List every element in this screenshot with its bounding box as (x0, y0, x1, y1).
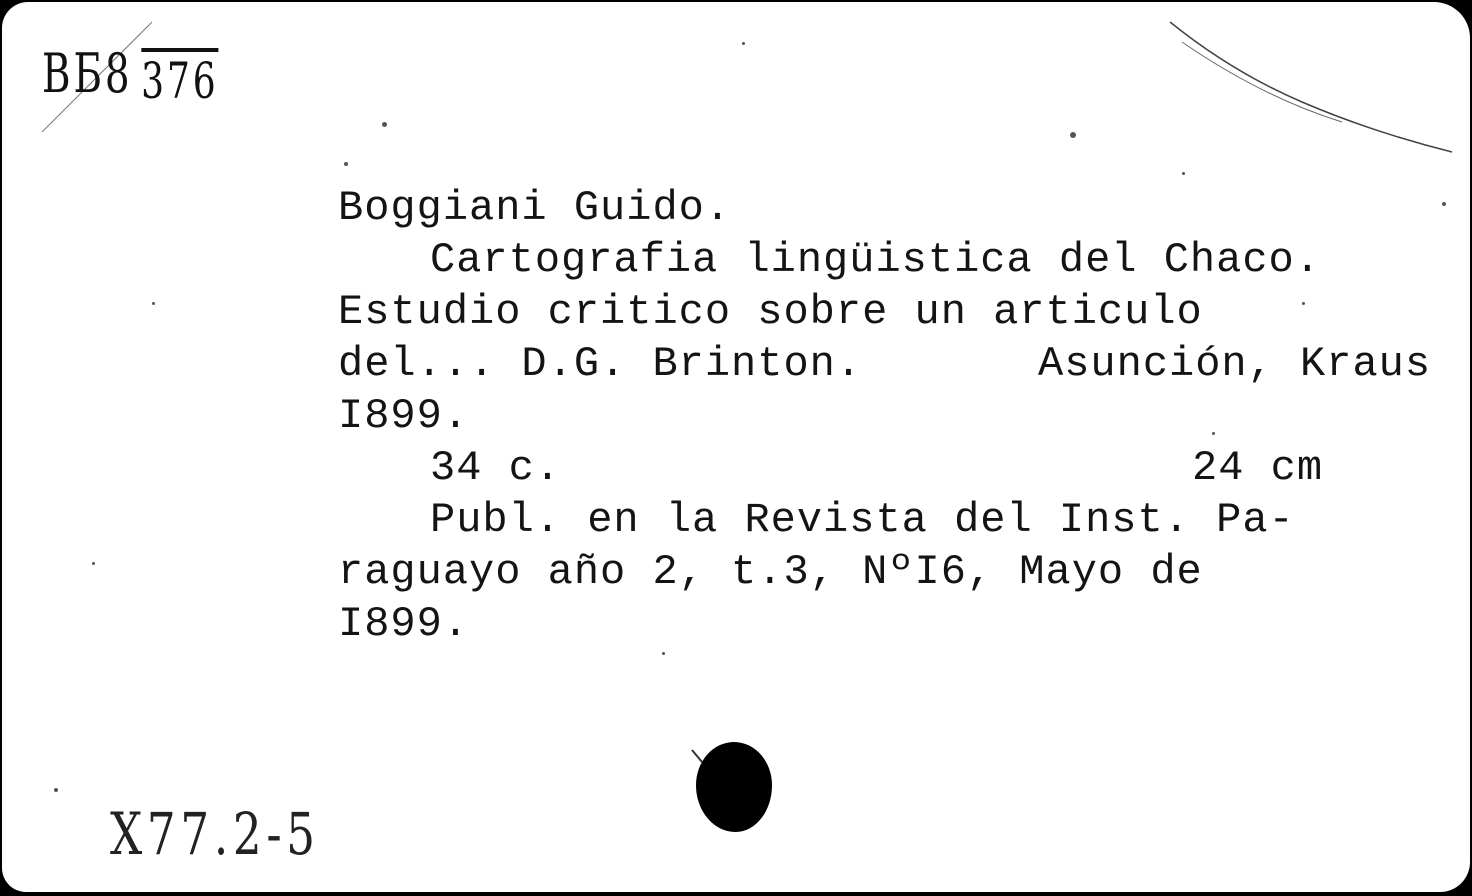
speck (742, 42, 745, 45)
collation-pages: 34 c. (430, 444, 562, 492)
speck (1070, 132, 1076, 138)
catalog-card (2, 2, 1470, 892)
note-line: raguayo año 2, t.3, NºI6, Mayo de (338, 548, 1203, 596)
call-number (42, 42, 219, 110)
note-line: I899. (338, 600, 470, 648)
call-number-prefix: BБ8 (42, 42, 133, 105)
speck (344, 162, 348, 166)
speck (92, 562, 95, 565)
speck (662, 652, 665, 655)
speck (1212, 432, 1215, 435)
punch-hole (696, 742, 772, 832)
collation-size: 24 cm (1192, 444, 1324, 492)
speck (382, 122, 387, 127)
imprint-year: I899. (338, 392, 470, 440)
title-line: Cartografia lingüistica del Chaco. (430, 236, 1321, 284)
imprint-place-publisher: Asunción, Kraus (1038, 340, 1432, 388)
speck (54, 788, 58, 792)
speck (1302, 302, 1305, 305)
note-line: Publ. en la Revista del Inst. Pa- (430, 496, 1295, 544)
title-line: Estudio critico sobre un articulo (338, 288, 1203, 336)
speck (1182, 172, 1185, 175)
author-heading: Boggiani Guido. (338, 184, 732, 232)
accession-number: Х77.2-5 (110, 800, 320, 868)
speck (1442, 202, 1446, 206)
call-number-suffix: 376 (141, 48, 218, 106)
title-line: del... D.G. Brinton. (338, 340, 863, 388)
speck (152, 302, 155, 305)
